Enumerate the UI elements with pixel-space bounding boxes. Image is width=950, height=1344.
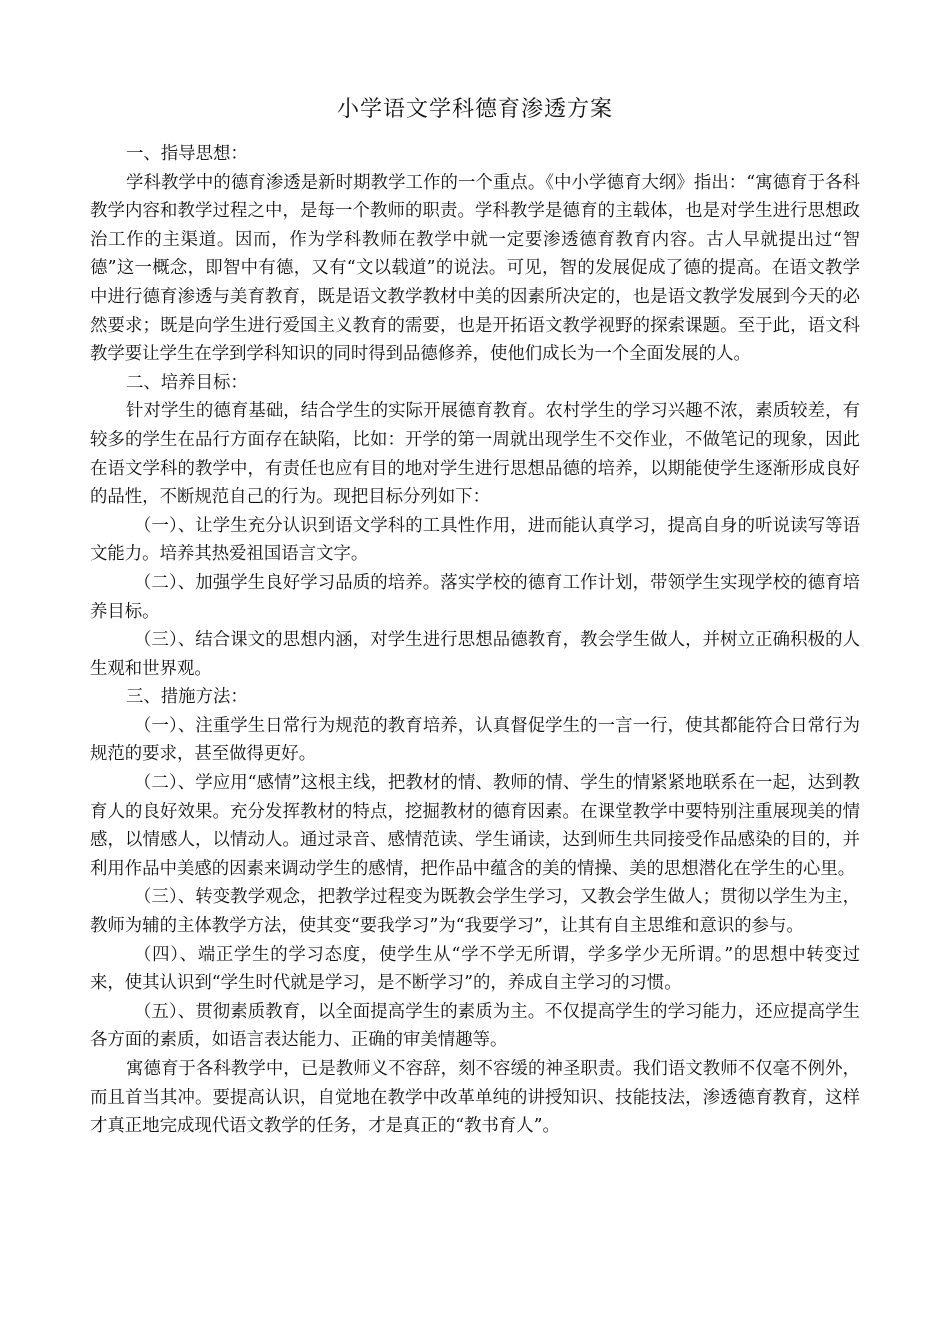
measure-item-3: （三）、转变教学观念，把教学过程变为既教会学生学习，又教会学生做人；贯彻以学生为主，教师为辅的主体教学方法，使其变“要我学习”为“我要学习”，让其有自主思维和意识的参与。 xyxy=(90,887,860,937)
measure-item-5: （五）、贯彻素质教育，以全面提高学生的素质为主。不仅提高学生的学习能力，还应提高学生各方面的素质，如语言表达能力、正确的审美情趣等。 xyxy=(90,1001,860,1051)
section-heading-guiding-ideology: 一、指导思想： xyxy=(126,144,248,164)
paragraph-training-goals: 针对学生的德育基础，结合学生的实际开展德育教育。农村学生的学习兴趣不浓，素质较差，有较多的学生在品行方面存在缺陷，比如：开学的第一周就出现学生不交作业，不做笔记的现象，因此在语文学科的教学中，有责任也应有目的地对学生进行思想品德的培养，以期能使学生逐渐形成良好的品性，不断规范自己的行为。现把目标分列如下： xyxy=(90,401,860,508)
goal-item-1: （一）、让学生充分认识到语文学科的工具性作用，进而能认真学习，提高自身的听说读写等语文能力。培养其热爱祖国语言文字。 xyxy=(90,515,860,565)
document-title: 小学语文学科德育渗透方案 xyxy=(336,97,613,122)
measure-item-4: （四）、端正学生的学习态度，使学生从“学不学无所谓，学多学少无所谓。”的思想中转变过来，使其认识到“学生时代就是学习，是不断学习”的，养成自主学习的习惯。 xyxy=(90,944,860,994)
document-body xyxy=(90,140,860,1141)
paragraph-conclusion: 寓德育于各科教学中，已是教师义不容辞，刻不容缓的神圣职责。我们语文教师不仅毫不例外，而且首当其冲。要提高认识，自觉地在教学中改革单纯的讲授知识、技能技法，渗透德育教育，这样才真正地完成现代语文教学的任务，才是真正的“教书育人”。 xyxy=(90,1059,860,1137)
goal-item-2: （二）、加强学生良好学习品质的培养。落实学校的德育工作计划，带领学生实现学校的德育培养目标。 xyxy=(90,572,860,622)
section-heading-training-goals: 二、培养目标： xyxy=(126,372,248,393)
paragraph-guiding-ideology: 学科教学中的德育渗透是新时期教学工作的一个重点。《中小学德育大纲》指出：“寓德育于各科教学内容和教学过程之中，是每一个教师的职责。学科教学是德育的主载体，也是对学生进行思想政治工作的主渠道。因而，作为学科教师在教学中就一定要渗透德育教育内容。古人早就提出过“智德”这一概念，即智中有德，又有“文以载道”的说法。可见，智的发展促成了德的提高。在语文教学中进行德育渗透与美育教育，既是语文教学教材中美的因素所决定的，也是语文教学发展到今天的必然要求；既是向学生进行爱国主义教育的需要，也是开拓语文教学视野的探索课题。至于此，语文科教学要让学生在学到学科知识的同时得到品德修养，使他们成长为一个全面发展的人。 xyxy=(90,172,860,365)
measure-item-1: （一）、注重学生日常行为规范的教育培养，认真督促学生的一言一行，使其都能符合日常行为规范的要求，甚至做得更好。 xyxy=(90,715,860,765)
measure-item-2: （二）、学应用“感情”这根主线，把教材的情、教师的情、学生的情紧紧地联系在一起，达到教育人的良好效果。充分发挥教材的特点，挖掘教材的德育因素。在课堂教学中要特别注重展现美的情感，以情感人，以情动人。通过录音、感情范读、学生诵读，达到师生共同接受作品感染的目的，并利用作品中美感的因素来调动学生的感情，把作品中蕴含的美的情操、美的思想潜化在学生的心里。 xyxy=(90,773,860,879)
goal-item-3: （三）、结合课文的思想内涵，对学生进行思想品德教育，教会学生做人，并树立正确积极的人生观和世界观。 xyxy=(90,630,860,679)
section-heading-measures: 三、措施方法： xyxy=(126,687,248,708)
